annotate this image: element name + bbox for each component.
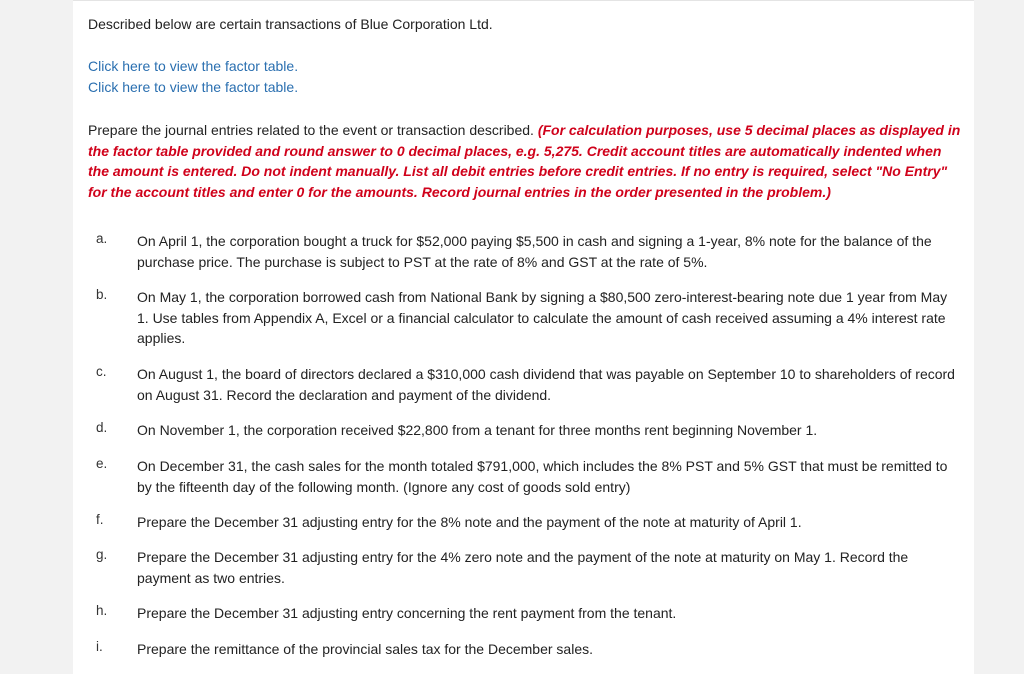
item-text: On April 1, the corporation bought a truck for $52,000 paying $5,500 in cash and signing a 1-year, 8% note for the balance of the purchase price. The purchase is subject to PST at the rate of 8% and GST at the rate of 5%. [137, 233, 932, 270]
item-text: On August 1, the board of directors declared a $310,000 cash dividend that was payable on September 10 to shareholders of record on August 31. Record the declaration and payment of the dividend. [137, 366, 955, 403]
item-text: Prepare the December 31 adjusting entry for the 4% zero note and the payment of the note at maturity on May 1. Record the payment as two entries. [137, 549, 909, 586]
item-text: On May 1, the corporation borrowed cash from National Bank by signing a $80,500 zero-interest-bearing note due 1 year from May 1. Use tables from Appendix A, Excel or a financial calculator to calculate the amount of cash received assuming a 4% interest rate applies. [137, 289, 948, 346]
factor-table-link-1[interactable]: Click here to view the factor table. [88, 58, 299, 74]
intro-text: Described below are certain transactions of Blue Corporation Ltd. [88, 16, 493, 32]
instructions-note: (For calculation purposes, use 5 decimal places as displayed in the factor table provided and round answer to 0 decimal places, e.g. 5,275. Credit account titles are automatically indented when the amount is entered. Do not indent manually. List all debit entries before credit entries. If no entry is required, select "No Entry" for the account titles and enter 0 for the amounts. Record journal entries in the order presented in the problem.) [88, 122, 961, 200]
item-text: Prepare the December 31 adjusting entry concerning the rent payment from the tenant. [137, 605, 677, 621]
instructions [88, 120, 964, 202]
item-letter: b. [96, 287, 108, 302]
item-letter: a. [96, 231, 108, 246]
item-text: On December 31, the cash sales for the month totaled $791,000, which includes the 8% PST and 5% GST that must be remitted to by the fifteenth day of the following month. (Ignore any cost of goods sold entry) [137, 458, 948, 495]
item-letter: g. [96, 547, 108, 562]
item-letter: d. [96, 420, 108, 435]
item-letter: c. [96, 364, 107, 379]
item-letter: f. [96, 512, 104, 527]
factor-table-link-2[interactable]: Click here to view the factor table. [88, 79, 299, 95]
item-letter: e. [96, 456, 108, 471]
item-text: Prepare the December 31 adjusting entry for the 8% note and the payment of the note at maturity of April 1. [137, 514, 802, 530]
problem-panel [73, 0, 974, 674]
instructions-text: Prepare the journal entries related to the event or transaction described. [88, 122, 538, 138]
item-letter: h. [96, 603, 108, 618]
item-text: On November 1, the corporation received $22,800 from a tenant for three months rent beginning November 1. [137, 422, 818, 438]
item-letter: i. [96, 639, 103, 654]
item-text: Prepare the remittance of the provincial sales tax for the December sales. [137, 641, 593, 657]
